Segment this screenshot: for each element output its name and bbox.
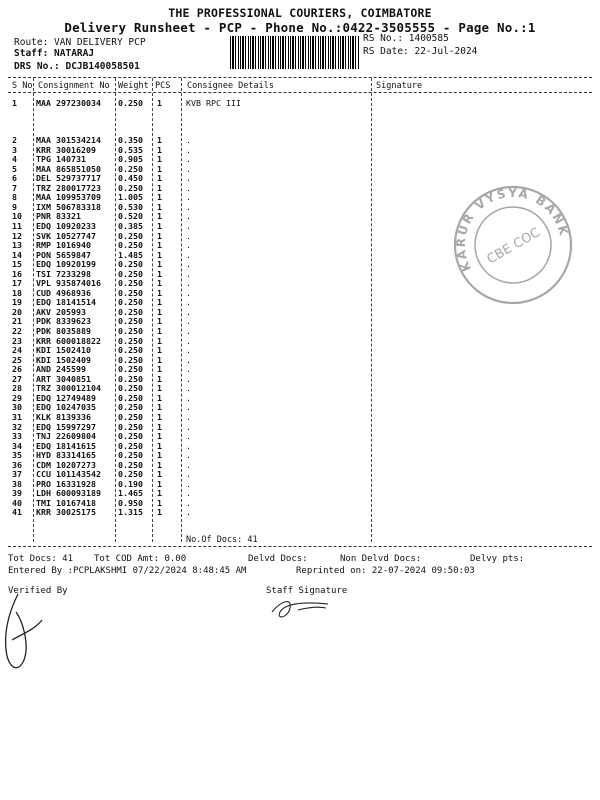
- row-pcs: 1: [157, 230, 162, 241]
- row-pcs: 1: [157, 411, 162, 422]
- reprinted-on: Reprinted on: 22-07-2024 09:50:03: [296, 566, 475, 576]
- row-consignment-no: TNJ 22609804: [36, 431, 96, 442]
- table-row: [0, 488, 600, 498]
- table-row: [0, 98, 600, 108]
- row-pcs: 1: [157, 392, 162, 403]
- row-consignee-details: .: [186, 240, 191, 251]
- row-sno: 14: [12, 249, 22, 260]
- row-sno: 35: [12, 450, 22, 461]
- row-consignment-no: KRR 600018822: [36, 335, 101, 346]
- row-weight: 0.250: [118, 421, 143, 432]
- row-consignee-details: .: [186, 440, 191, 451]
- row-sno: 22: [12, 326, 22, 336]
- svg-text:KARUR VYSYA BANK: KARUR VYSYA BANK: [453, 185, 572, 274]
- row-consignee-details: .: [186, 469, 191, 480]
- delvy-pts: Delvy pts:: [470, 554, 525, 564]
- row-consignment-no: TRZ 300012104: [36, 383, 101, 394]
- table-row: [0, 422, 600, 432]
- row-consignee-details: .: [186, 201, 191, 212]
- row-consignee-details: .: [186, 392, 191, 403]
- row-weight: 0.250: [118, 268, 143, 279]
- row-pcs: 1: [157, 402, 162, 413]
- row-sno: 39: [12, 488, 22, 499]
- row-consignee-details: .: [186, 345, 191, 356]
- row-sno: 13: [12, 240, 22, 251]
- row-consignment-no: EDQ 15997297: [36, 421, 96, 432]
- row-weight: 0.250: [118, 240, 143, 251]
- row-consignment-no: SVK 10527747: [36, 230, 96, 241]
- row-consignee-details: .: [186, 287, 191, 298]
- row-weight: 0.250: [118, 440, 143, 451]
- row-consignee-details: .: [186, 192, 191, 203]
- row-weight: 0.250: [118, 306, 143, 317]
- row-consignee-details: .: [186, 326, 191, 336]
- table-row: [0, 316, 600, 326]
- row-weight: 0.450: [118, 173, 143, 184]
- entered-by: Entered By :PCPLAKSHMI 07/22/2024 8:48:45 AM: [8, 566, 247, 576]
- row-sno: 18: [12, 287, 22, 298]
- row-sno: 36: [12, 459, 22, 470]
- table-row: [0, 402, 600, 412]
- col-header-signature: Signature: [376, 81, 423, 91]
- row-pcs: 1: [157, 201, 162, 212]
- row-weight: 0.250: [118, 163, 143, 174]
- table-row: [0, 326, 600, 336]
- row-consignee-details: .: [186, 335, 191, 346]
- table-row: [0, 374, 600, 384]
- row-pcs: 1: [157, 259, 162, 270]
- row-consignment-no: CCU 101143542: [36, 469, 101, 480]
- row-pcs: 1: [157, 364, 162, 375]
- row-weight: 0.385: [118, 220, 143, 231]
- row-consignment-no: PDK 8339623: [36, 316, 91, 327]
- row-weight: 1.465: [118, 488, 143, 499]
- row-pcs: 1: [157, 306, 162, 317]
- row-sno: 4: [12, 154, 17, 165]
- row-sno: 3: [12, 144, 17, 155]
- row-pcs: 1: [157, 297, 162, 308]
- row-sno: 11: [12, 220, 22, 231]
- row-sno: 23: [12, 335, 22, 346]
- row-pcs: 1: [157, 98, 162, 108]
- row-consignee-details: .: [186, 278, 191, 289]
- table-row: [0, 145, 600, 155]
- row-consignment-no: EDQ 10920199: [36, 259, 96, 270]
- row-pcs: 1: [157, 287, 162, 298]
- row-consignment-no: KDI 1502409: [36, 354, 91, 365]
- row-pcs: 1: [157, 278, 162, 289]
- row-weight: 0.250: [118, 98, 143, 108]
- row-consignment-no: KRR 30016209: [36, 144, 96, 155]
- row-pcs: 1: [157, 354, 162, 365]
- row-weight: 1.005: [118, 192, 143, 203]
- row-consignee-details: .: [186, 402, 191, 413]
- row-sno: 7: [12, 182, 17, 193]
- row-consignment-no: LDH 600093189: [36, 488, 101, 499]
- row-consignee-details: .: [186, 154, 191, 165]
- row-pcs: 1: [157, 135, 162, 145]
- row-consignee-details: .: [186, 144, 191, 155]
- row-pcs: 1: [157, 440, 162, 451]
- row-consignment-no: AKV 205993: [36, 306, 86, 317]
- row-pcs: 1: [157, 450, 162, 461]
- row-consignee-details: .: [186, 211, 191, 222]
- row-sno: 28: [12, 383, 22, 394]
- row-consignment-no: VPL 935874016: [36, 278, 101, 289]
- delvd-docs: Delvd Docs:: [248, 554, 308, 564]
- no-of-docs: No.Of Docs: 41: [186, 535, 258, 545]
- row-pcs: 1: [157, 220, 162, 231]
- table-top-border: [8, 77, 592, 78]
- row-pcs: 1: [157, 154, 162, 165]
- non-delvd-docs: Non Delvd Docs:: [340, 554, 422, 564]
- row-consignee-details: .: [186, 173, 191, 184]
- row-consignment-no: PNR 83321: [36, 211, 81, 222]
- row-weight: 1.485: [118, 249, 143, 260]
- verified-by-label: Verified By: [8, 586, 68, 596]
- row-consignment-no: MAA 297230034: [36, 98, 101, 108]
- row-sno: 17: [12, 278, 22, 289]
- row-pcs: 1: [157, 268, 162, 279]
- row-sno: 24: [12, 345, 22, 356]
- row-weight: 0.250: [118, 297, 143, 308]
- runsheet-title: Delivery Runsheet - PCP - Phone No.:0422-3505555 - Page No.:1: [64, 20, 536, 35]
- table-row: [0, 441, 600, 451]
- row-consignee-details: .: [186, 383, 191, 394]
- row-sno: 1: [12, 98, 17, 108]
- row-pcs: 1: [157, 192, 162, 203]
- row-sno: 19: [12, 297, 22, 308]
- row-weight: 0.250: [118, 259, 143, 270]
- row-consignee-details: .: [186, 488, 191, 499]
- col-header-consignee: Consignee Details: [187, 81, 274, 91]
- row-sno: 15: [12, 259, 22, 270]
- row-weight: 0.250: [118, 354, 143, 365]
- row-sno: 40: [12, 497, 22, 508]
- row-weight: 0.250: [118, 230, 143, 241]
- row-consignee-details: .: [186, 182, 191, 193]
- row-consignee-details: .: [186, 220, 191, 231]
- row-weight: 0.250: [118, 287, 143, 298]
- row-weight: 0.350: [118, 135, 143, 145]
- row-weight: 0.250: [118, 316, 143, 327]
- row-consignee-details: .: [186, 411, 191, 422]
- row-sno: 26: [12, 364, 22, 375]
- row-pcs: 1: [157, 240, 162, 251]
- row-consignment-no: TSI 7233298: [36, 268, 91, 279]
- row-consignment-no: CUD 4968936: [36, 287, 91, 298]
- row-weight: 0.250: [118, 450, 143, 461]
- row-sno: 32: [12, 421, 22, 432]
- row-weight: 0.250: [118, 182, 143, 193]
- row-consignment-no: EDQ 18141514: [36, 297, 96, 308]
- row-weight: 0.950: [118, 497, 143, 508]
- rs-date: RS Date: 22-Jul-2024: [363, 46, 478, 57]
- row-sno: 6: [12, 173, 17, 184]
- staff-label: Staff: NATARAJ: [14, 48, 95, 59]
- row-sno: 33: [12, 431, 22, 442]
- row-consignment-no: KLK 8139336: [36, 411, 91, 422]
- row-consignment-no: EDQ 18141615: [36, 440, 96, 451]
- row-pcs: 1: [157, 182, 162, 193]
- row-consignee-details: .: [186, 507, 191, 518]
- row-consignee-details: .: [186, 459, 191, 470]
- row-consignee-details: .: [186, 431, 191, 442]
- row-sno: 25: [12, 354, 22, 365]
- table-row: [0, 355, 600, 365]
- row-weight: 0.250: [118, 459, 143, 470]
- route-label: Route: VAN DELIVERY PCP: [14, 37, 146, 48]
- rs-number: RS No.: 1400585: [363, 33, 449, 44]
- row-sno: 38: [12, 478, 22, 489]
- row-consignee-details: .: [186, 354, 191, 365]
- row-sno: 9: [12, 201, 17, 212]
- row-consignee-details: .: [186, 478, 191, 489]
- table-row: [0, 383, 600, 393]
- company-title: THE PROFESSIONAL COURIERS, COIMBATORE: [168, 6, 432, 20]
- row-consignee-details: .: [186, 316, 191, 327]
- row-consignee-details: KVB RPC III: [186, 98, 241, 108]
- row-consignment-no: HYD 83314165: [36, 450, 96, 461]
- row-pcs: 1: [157, 326, 162, 336]
- row-sno: 20: [12, 306, 22, 317]
- row-pcs: 1: [157, 497, 162, 508]
- row-consignee-details: .: [186, 364, 191, 375]
- row-consignment-no: DEL 529737717: [36, 173, 101, 184]
- row-pcs: 1: [157, 373, 162, 384]
- row-pcs: 1: [157, 173, 162, 184]
- row-sno: 31: [12, 411, 22, 422]
- row-weight: 0.250: [118, 373, 143, 384]
- staff-signature-scribble: [268, 594, 348, 624]
- table-row: [0, 154, 600, 164]
- row-consignment-no: EDQ 10247035: [36, 402, 96, 413]
- col-header-weight: Weight: [118, 81, 149, 91]
- row-pcs: 1: [157, 478, 162, 489]
- bank-stamp: [448, 180, 578, 310]
- row-consignee-details: .: [186, 230, 191, 241]
- row-pcs: 1: [157, 249, 162, 260]
- col-header-consignment: Consignment No: [38, 81, 110, 91]
- row-weight: 0.250: [118, 345, 143, 356]
- row-pcs: 1: [157, 421, 162, 432]
- row-consignee-details: .: [186, 259, 191, 270]
- table-bottom-border: [8, 546, 592, 547]
- row-sno: 16: [12, 268, 22, 279]
- row-sno: 12: [12, 230, 22, 241]
- row-consignee-details: .: [186, 373, 191, 384]
- row-pcs: 1: [157, 316, 162, 327]
- row-pcs: 1: [157, 431, 162, 442]
- col-header-sno: S No: [12, 81, 33, 91]
- row-sno: 30: [12, 402, 22, 413]
- table-row: [0, 164, 600, 174]
- row-consignment-no: PON 5659847: [36, 249, 91, 260]
- row-pcs: 1: [157, 383, 162, 394]
- table-row: [0, 393, 600, 403]
- row-consignee-details: .: [186, 268, 191, 279]
- row-consignment-no: MAA 301534214: [36, 135, 101, 145]
- row-consignee-details: .: [186, 249, 191, 260]
- row-weight: 0.905: [118, 154, 143, 165]
- row-consignee-details: .: [186, 163, 191, 174]
- staff-signature-label: Staff Signature: [266, 586, 348, 596]
- row-sno: 27: [12, 373, 22, 384]
- table-row: [0, 450, 600, 460]
- table-row: [0, 412, 600, 422]
- row-weight: 0.250: [118, 383, 143, 394]
- table-header-border: [8, 92, 592, 93]
- row-consignment-no: PDK 8035889: [36, 326, 91, 336]
- row-pcs: 1: [157, 469, 162, 480]
- drs-number: DRS No.: DCJB140058501: [14, 61, 140, 72]
- row-consignment-no: TMI 10167418: [36, 497, 96, 508]
- tot-cod-amt: Tot COD Amt: 0.00: [94, 554, 187, 564]
- row-weight: 0.535: [118, 144, 143, 155]
- row-pcs: 1: [157, 488, 162, 499]
- row-sno: 37: [12, 469, 22, 480]
- row-consignee-details: .: [186, 297, 191, 308]
- verifier-signature-scribble: [0, 590, 60, 680]
- row-weight: 0.530: [118, 201, 143, 212]
- row-pcs: 1: [157, 211, 162, 222]
- row-consignee-details: .: [186, 135, 191, 145]
- row-pcs: 1: [157, 335, 162, 346]
- tot-docs: Tot Docs: 41: [8, 554, 74, 564]
- row-sno: 21: [12, 316, 22, 327]
- row-consignment-no: KDI 1502410: [36, 345, 91, 356]
- table-row: [0, 345, 600, 355]
- row-consignment-no: MAA 109953709: [36, 192, 101, 203]
- row-weight: 0.250: [118, 402, 143, 413]
- table-row: [0, 364, 600, 374]
- row-weight: 0.250: [118, 364, 143, 375]
- row-consignment-no: ART 3040851: [36, 373, 91, 384]
- col-header-pcs: PCS: [155, 81, 171, 91]
- row-consignment-no: IXM 506783318: [36, 201, 101, 212]
- row-weight: 0.250: [118, 326, 143, 336]
- row-weight: 0.250: [118, 392, 143, 403]
- row-pcs: 1: [157, 163, 162, 174]
- table-row: [0, 469, 600, 479]
- table-row: [0, 135, 600, 145]
- row-consignee-details: .: [186, 497, 191, 508]
- row-sno: 5: [12, 163, 17, 174]
- table-row: [0, 498, 600, 508]
- row-weight: 0.250: [118, 278, 143, 289]
- table-row: [0, 431, 600, 441]
- row-consignment-no: TRZ 280017723: [36, 182, 101, 193]
- row-pcs: 1: [157, 459, 162, 470]
- row-sno: 34: [12, 440, 22, 451]
- row-weight: 0.250: [118, 335, 143, 346]
- row-sno: 8: [12, 192, 17, 203]
- row-weight: 1.315: [118, 507, 143, 518]
- row-consignment-no: EDQ 10920233: [36, 220, 96, 231]
- row-consignment-no: CDM 10207273: [36, 459, 96, 470]
- row-consignment-no: KRR 30025175: [36, 507, 96, 518]
- row-consignment-no: PRO 16331928: [36, 478, 96, 489]
- row-sno: 2: [12, 135, 17, 145]
- row-pcs: 1: [157, 507, 162, 518]
- row-pcs: 1: [157, 144, 162, 155]
- row-sno: 29: [12, 392, 22, 403]
- table-row: [0, 479, 600, 489]
- row-weight: 0.250: [118, 469, 143, 480]
- row-weight: 0.520: [118, 211, 143, 222]
- row-consignee-details: .: [186, 421, 191, 432]
- table-row: [0, 460, 600, 470]
- row-pcs: 1: [157, 345, 162, 356]
- svg-text:CBE COC: CBE COC: [484, 225, 543, 268]
- row-consignment-no: AND 245599: [36, 364, 86, 375]
- row-consignment-no: EDQ 12749489: [36, 392, 96, 403]
- row-weight: 0.190: [118, 478, 143, 489]
- row-sno: 10: [12, 211, 22, 222]
- row-consignee-details: .: [186, 306, 191, 317]
- barcode: [230, 36, 360, 69]
- row-weight: 0.250: [118, 431, 143, 442]
- row-consignment-no: RMP 1016940: [36, 240, 91, 251]
- row-sno: 41: [12, 507, 22, 518]
- row-consignee-details: .: [186, 450, 191, 461]
- table-row: [0, 507, 600, 517]
- row-consignment-no: MAA 865851050: [36, 163, 101, 174]
- row-weight: 0.250: [118, 411, 143, 422]
- row-consignment-no: TPG 140731: [36, 154, 86, 165]
- table-row: [0, 336, 600, 346]
